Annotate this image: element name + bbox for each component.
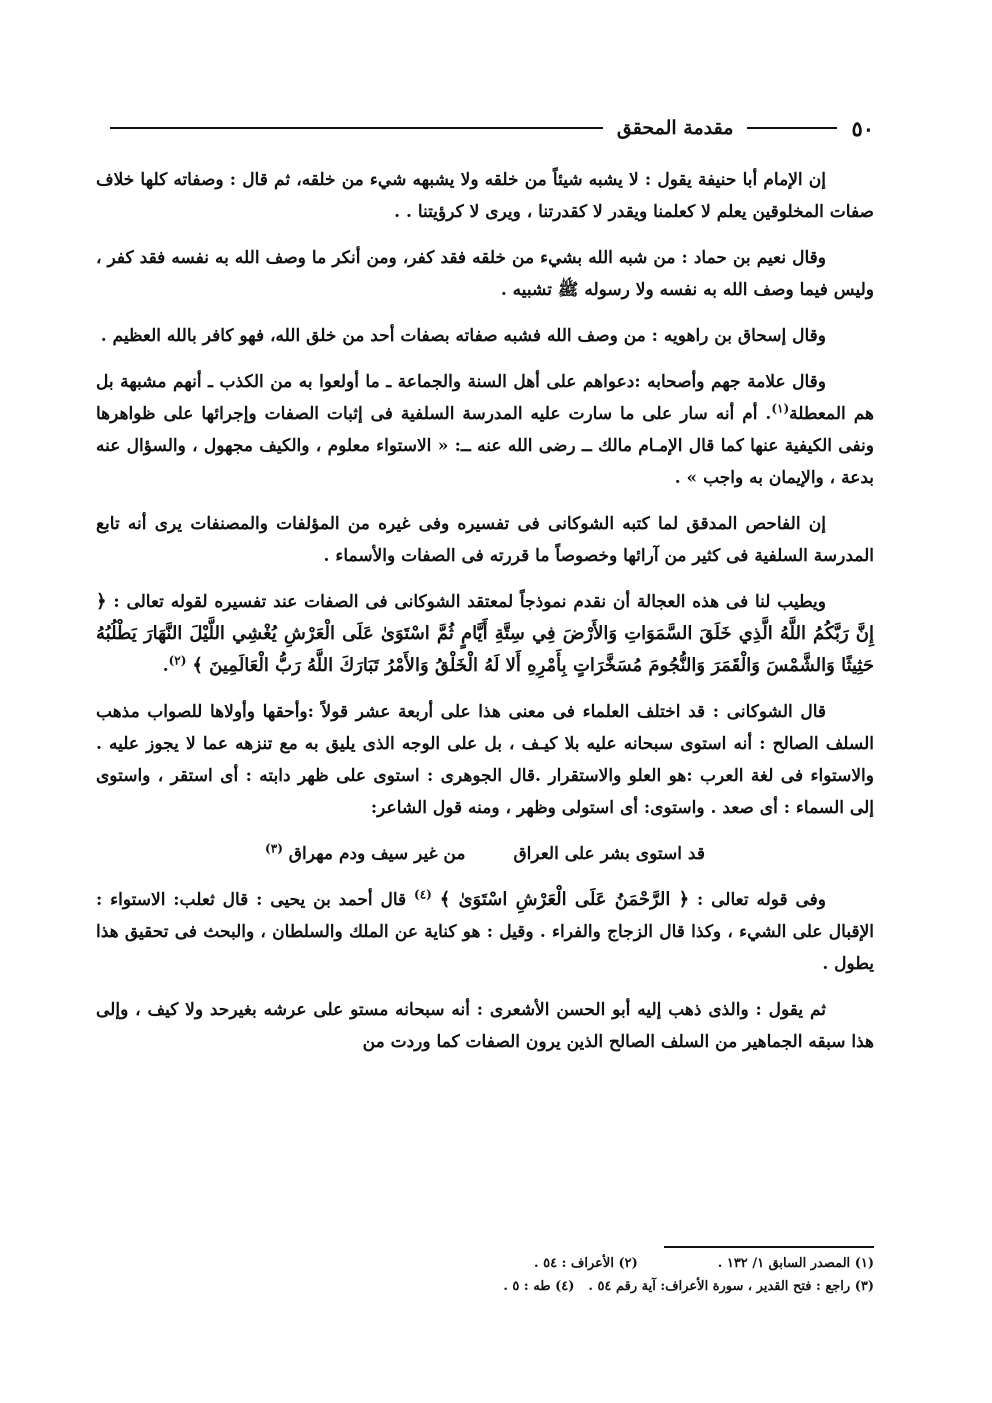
footnote-line-1: [174, 1252, 874, 1275]
page-number: ٥٠: [851, 115, 874, 141]
paragraph-shawkani-salafi: إن الفاحص المدقق لما كتبه الشوكانى فى تفسيره وفى غيره من المؤلفات والمصنفات يرى أنه تابع المدرسة السلفية فى كثير من آرائها وخصوصاً ما قررته فى الصفات والأسماء .: [96, 514, 874, 566]
quran-verse-taha: ﴿ الرَّحْمَنُ عَلَى الْعَرْشِ اسْتَوَىٰ ﴾: [439, 889, 690, 910]
header-rule-long: [110, 127, 603, 129]
footnote-ref-4: (٤): [414, 887, 432, 902]
running-header: [96, 112, 874, 144]
footnote-1: (١) المصدر السابق ١/ ١٣٢ .: [717, 1256, 874, 1271]
quran-verse-araf: ﴿ إِنَّ رَبَّكُمُ اللَّهُ الَّذِي خَلَقَ السَّمَوَاتِ وَالأَرْضَ فِي سِتَّةِ أَيَّامٍ ثُمَّ اسْتَوَىٰ عَلَى الْعَرْشِ يُغْشِي اللَّيْلَ النَّهَارَ يَطْلُبُهُ حَثِيثًا وَالشَّمْسَ وَالْقَمَرَ وَالنُّجُومَ مُسَخَّرَاتٍ بِأَمْرِهِ أَلا لَهُ الْخَلْقُ وَالأَمْرُ تَبَارَكَ اللَّهُ رَبُّ الْعَالَمِينَ ﴾: [96, 591, 874, 676]
taha-intro-text: وفى قوله تعالى :: [697, 890, 827, 910]
paragraph-verse-intro: [96, 586, 874, 682]
poem-verse: [96, 838, 874, 870]
verse-end-mark: .: [162, 656, 169, 676]
paragraph-jahm-text: وقال علامة جهم وأصحابه :دعواهم على أهل السنة والجماعة ـ ما أولعوا به من الكذب ـ أنهم مشبهة بل هم المعطلة: [96, 372, 874, 424]
poem-hemistich-2-text: من غير سيف ودم مهراق: [288, 844, 466, 864]
paragraph-jahm-text-cont: . أم أنه سار على ما سارت عليه المدرسة السلفية فى إثبات الصفات وإجرائها على ظواهرها ونفى الكيفية عنها كما قال الإمـام مالك ــ رضى الله عنه ــ: « الاستواء معلوم ، والكيف مجهول ، والسؤال عنه بدعة ، والإيمان به واجب » .: [96, 404, 874, 488]
paragraph-jahm: [96, 366, 874, 494]
verse-intro-text: ويطيب لنا فى هذه العجالة أن نقدم نموذجاً لمعتقد الشوكانى فى الصفات عند تفسيره لقوله تعالى :: [113, 592, 827, 612]
paragraph-ashari: ثم يقول : والذى ذهب إليه أبو الحسن الأشعرى : أنه سبحانه مستو على عرشه بغيرحد ولا كيف ، وإلى هذا سبقه الجماهير من السلف الصالح الذين يرون الصفات كما وردت من: [96, 1000, 874, 1052]
paragraph-shawkani-opinion: قال الشوكانى : قد اختلف العلماء فى معنى هذا على أربعة عشر قولاً :وأحقها وأولاها للصواب مذهب السلف الصالح : أنه استوى سبحانه عليه بلا كيـف ، بل على الوجه الذى يليق به مع تنزهه عما لا يجوز عليه . والاستواء فى لغة العرب :هو العلو والاستقرار .قال الجوهرى : استوى على ظهر دابته : أى استقر ، واستوى إلى السماء : أى صعد . واستوى: أى استولى وظهر ، ومنه قول الشاعر:: [96, 702, 874, 818]
paragraph-ishaq: وقال إسحاق بن راهويه : من وصف الله فشبه صفاته بصفات أحد من خلق الله، فهو كافر بالله العظيم .: [100, 326, 826, 346]
footnote-2: (٢) الأعراف : ٥٤ .: [534, 1256, 638, 1271]
footnote-line-2: [174, 1275, 874, 1298]
poem-hemistich-2: [265, 838, 465, 870]
header-rule: [747, 127, 837, 129]
poem-hemistich-1: قد استوى بشر على العراق: [513, 844, 705, 864]
footnote-4: (٤) طه : ٥ .: [503, 1279, 575, 1294]
footnote-separator: [664, 1246, 874, 1248]
paragraph-taha-verse: [96, 884, 874, 980]
running-title: مقدمة المحقق: [616, 117, 734, 139]
footnote-3: (٣) راجع : فتح القدير ، سورة الأعراف: آية رقم ٥٤ .: [588, 1279, 874, 1294]
footnote-ref-3: (٣): [265, 841, 283, 856]
footnote-ref-1: (١): [771, 401, 790, 416]
paragraph-nuaym: وقال نعيم بن حماد : من شبه الله بشيء من خلقه فقد كفر، ومن أنكر ما وصف الله به نفسه فقد كفر ، وليس فيما وصف الله به نفسه ولا رسوله ﷺ تشبيه .: [96, 248, 874, 300]
paragraph-abu-hanifa: إن الإمام أبا حنيفة يقول : لا يشبه شيئاً من خلقه ولا يشبهه شيء من خلقه، ثم قال : وصفاته كلها خلاف صفات المخلوقين يعلم لا كعلمنا ويقدر لا كقدرتنا ، ويرى لا كرؤيتنا . .: [96, 170, 874, 222]
footnotes: [174, 1252, 874, 1298]
taha-rest-text: قال أحمد بن يحيى : قال ثعلب: الاستواء : الإقبال على الشيء ، وكذا قال الزجاج والفراء . وقيل : هو كناية عن الملك والسلطان ، والبحث فى تحقيق هذا يطول .: [96, 890, 874, 974]
main-text: [96, 164, 874, 1072]
footnote-ref-2: (٢): [168, 653, 187, 668]
